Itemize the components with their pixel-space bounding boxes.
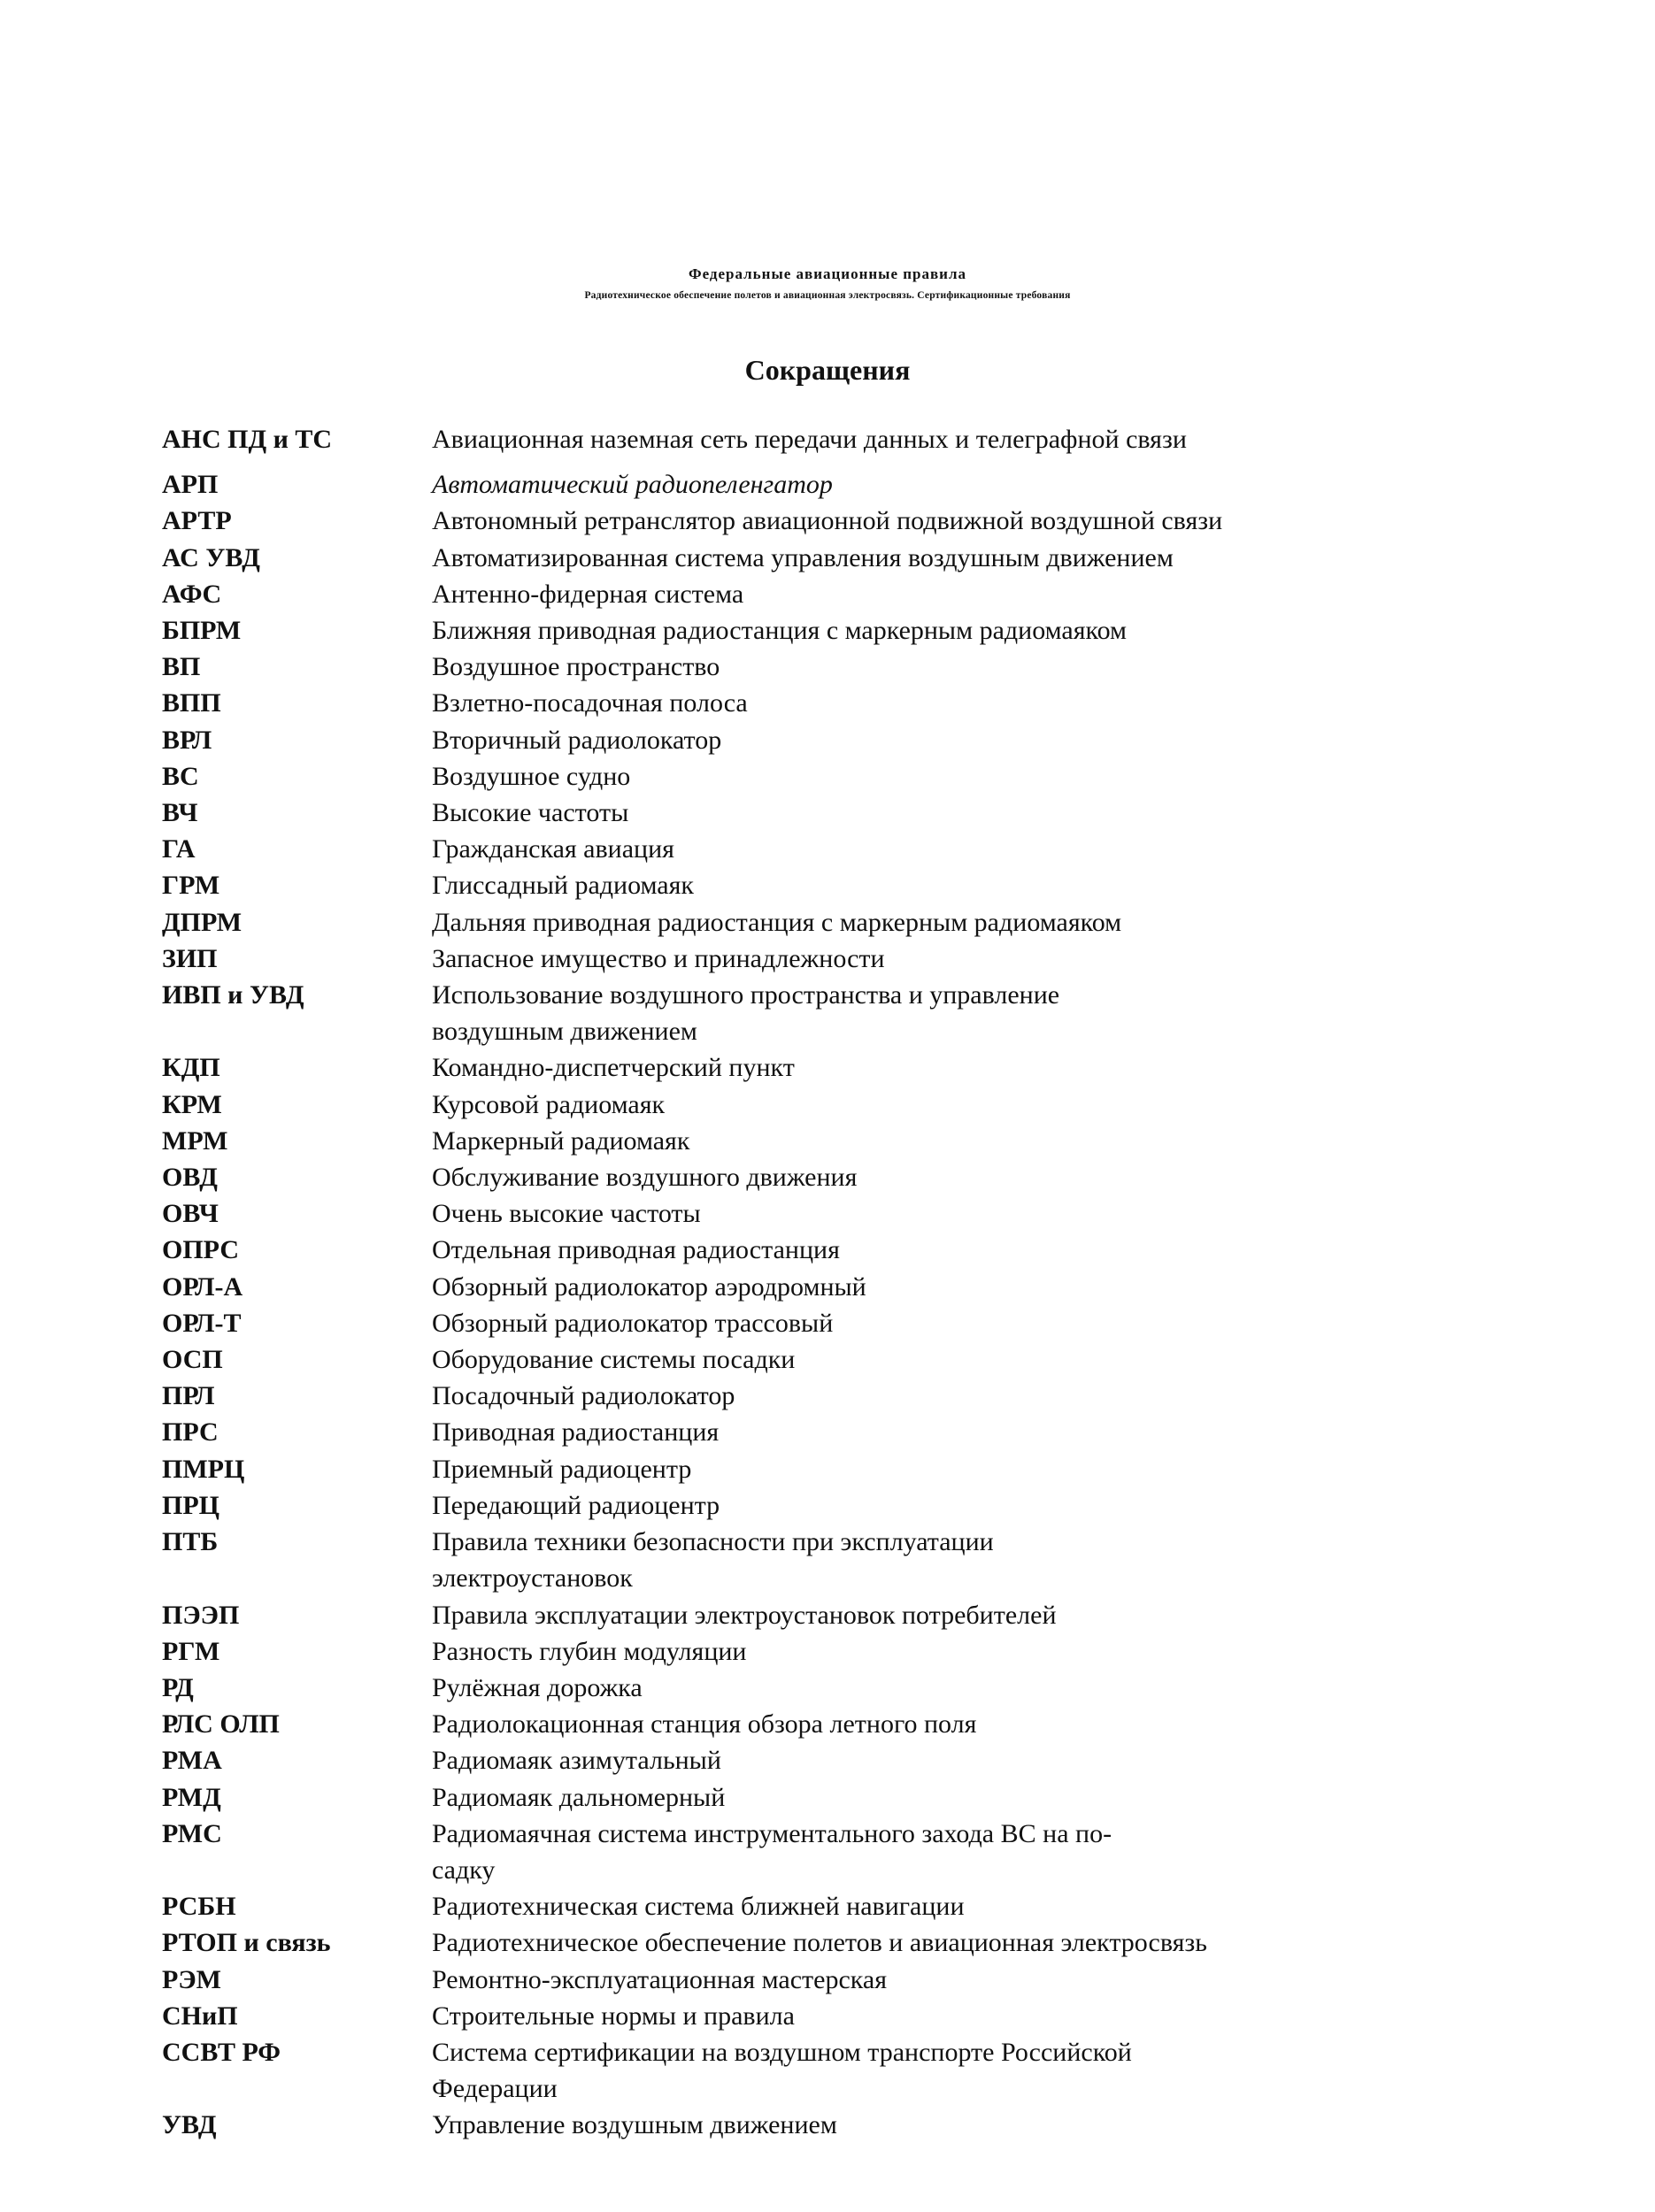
abbreviation-definition: Правила эксплуатации электроустановок потребителей: [432, 1600, 1057, 1630]
abbreviation-term: ВЧ: [162, 798, 198, 828]
abbreviation-row: [162, 421, 1445, 457]
abbreviation-definition: Радиомаячная система инструментального захода ВС на по- садку: [432, 1818, 1112, 1885]
abbreviation-definition: Воздушное пространство: [432, 652, 720, 682]
abbreviation-definition: Отдельная приводная радиостанция: [432, 1235, 840, 1265]
abbreviation-definition: Передающий радиоцентр: [432, 1490, 720, 1520]
abbreviation-row: [162, 1123, 1445, 1159]
abbreviation-row: [162, 1159, 1445, 1195]
abbreviation-definition: Обслуживание воздушного движения: [432, 1163, 858, 1193]
abbreviation-row: [162, 685, 1445, 721]
abbreviation-row: [162, 1888, 1445, 1924]
abbreviation-term: ИВП и УВД: [162, 980, 304, 1010]
abbreviation-row: [162, 1414, 1445, 1450]
abbreviation-row: [162, 1706, 1445, 1742]
abbreviation-row: [162, 2107, 1445, 2143]
abbreviation-definition: Обзорный радиолокатор аэродромный: [432, 1271, 866, 1302]
abbreviation-term: ВПП: [162, 688, 221, 718]
abbreviation-term: ГА: [162, 834, 196, 864]
abbreviation-term: АНС ПД и ТС: [162, 425, 333, 454]
abbreviation-term: ДПРМ: [162, 907, 242, 937]
abbreviation-definition: Запасное имущество и принадлежности: [432, 943, 885, 973]
abbreviation-row: [162, 867, 1445, 903]
abbreviation-term: АРТР: [162, 506, 232, 536]
abbreviation-list: [162, 421, 1445, 2144]
abbreviation-term: КДП: [162, 1053, 220, 1083]
abbreviation-row: [162, 2034, 1445, 2107]
abbreviation-row: [162, 1742, 1445, 1778]
abbreviation-definition: Система сертификации на воздушном транспорте Российской Федерации: [432, 2037, 1132, 2104]
abbreviation-definition: Антенно-фидерная система: [432, 579, 744, 609]
abbreviation-definition: Очень высокие частоты: [432, 1199, 701, 1229]
abbreviation-definition: Приемный радиоцентр: [432, 1454, 692, 1484]
abbreviation-definition: Автономный ретранслятор авиационной подвижной воздушной связи: [432, 506, 1223, 536]
abbreviation-definition: Приводная радиостанция: [432, 1417, 720, 1448]
abbreviation-row: [162, 1087, 1445, 1123]
abbreviation-definition: Радиолокационная станция обзора летного поля: [432, 1709, 977, 1740]
abbreviation-row: [162, 758, 1445, 795]
abbreviation-definition: Радиотехническое обеспечение полетов и авиационная электросвязь: [432, 1928, 1207, 1958]
abbreviation-term: ОПРС: [162, 1235, 240, 1265]
abbreviation-row: [162, 540, 1445, 576]
abbreviation-row: [162, 576, 1445, 612]
abbreviation-row: [162, 1305, 1445, 1341]
abbreviation-row: [162, 1049, 1445, 1086]
abbreviation-row: [162, 1633, 1445, 1670]
abbreviation-term: ОВД: [162, 1163, 218, 1193]
abbreviation-term: ОРЛ-А: [162, 1271, 243, 1302]
abbreviation-row: [162, 1487, 1445, 1524]
abbreviation-definition: Управление воздушным движением: [432, 2110, 837, 2140]
abbreviation-row: [162, 977, 1445, 1049]
abbreviation-term: БПРМ: [162, 616, 242, 646]
abbreviation-definition: Радиомаяк дальномерный: [432, 1782, 726, 1812]
abbreviation-row: [162, 503, 1445, 539]
abbreviation-definition: Автоматический радиопеленгатор: [432, 470, 833, 500]
abbreviation-term: РЛС ОЛП: [162, 1709, 280, 1740]
abbreviation-term: РМА: [162, 1746, 222, 1776]
abbreviation-definition: Рулёжная дорожка: [432, 1672, 643, 1702]
abbreviation-term: ВС: [162, 761, 199, 791]
abbreviation-term: ОВЧ: [162, 1199, 219, 1229]
abbreviation-term: РСБН: [162, 1892, 236, 1922]
abbreviation-definition: Разность глубин модуляции: [432, 1636, 747, 1666]
abbreviation-row: [162, 1451, 1445, 1487]
abbreviation-definition: Авиационная наземная сеть передачи данных и телеграфной связи: [432, 425, 1187, 454]
abbreviation-definition: Ремонтно-эксплуатационная мастерская: [432, 1964, 887, 1994]
abbreviation-term: ОРЛ-Т: [162, 1308, 242, 1338]
abbreviation-row: [162, 466, 1445, 503]
running-header-title: Федеральные авиационные правила: [688, 265, 967, 282]
section-title: Сокращения: [744, 354, 911, 386]
abbreviation-definition: Маркерный радиомаяк: [432, 1125, 690, 1156]
running-header-subtitle: Радиотехническое обеспечение полетов и авиационная электросвязь. Сертификационные требования: [584, 290, 1071, 301]
abbreviation-definition: Воздушное судно: [432, 761, 631, 791]
abbreviation-term: РГМ: [162, 1636, 220, 1666]
abbreviation-term: ПРЛ: [162, 1381, 215, 1411]
abbreviation-term: ПРС: [162, 1417, 219, 1448]
abbreviation-definition: Командно-диспетчерский пункт: [432, 1053, 795, 1083]
abbreviation-row: [162, 1524, 1445, 1596]
abbreviation-definition: Ближняя приводная радиостанция с маркерным радиомаяком: [432, 616, 1127, 646]
abbreviation-row: [162, 1779, 1445, 1816]
abbreviation-term: ГРМ: [162, 871, 220, 901]
abbreviation-term: ВП: [162, 652, 201, 682]
abbreviation-row: [162, 1195, 1445, 1232]
abbreviation-term: РМС: [162, 1818, 222, 1848]
abbreviation-term: ПРЦ: [162, 1490, 219, 1520]
abbreviation-definition: Курсовой радиомаяк: [432, 1089, 666, 1119]
abbreviation-term: ПМРЦ: [162, 1454, 245, 1484]
abbreviation-term: ССВТ РФ: [162, 2037, 281, 2067]
abbreviation-definition: Вторичный радиолокатор: [432, 725, 722, 755]
abbreviation-definition: Правила техники безопасности при эксплуатации электроустановок: [432, 1527, 994, 1594]
abbreviation-definition: Дальняя приводная радиостанция с маркерным радиомаяком: [432, 907, 1122, 937]
abbreviation-row: [162, 1924, 1445, 1961]
abbreviation-row: [162, 649, 1445, 685]
abbreviation-row: [162, 1998, 1445, 2034]
abbreviation-term: АФС: [162, 579, 222, 609]
abbreviation-row: [162, 612, 1445, 649]
abbreviation-row: [162, 1341, 1445, 1378]
abbreviation-term: РТОП и связь: [162, 1928, 331, 1958]
abbreviation-definition: Глиссадный радиомаяк: [432, 871, 694, 901]
abbreviation-term: АРП: [162, 470, 219, 500]
abbreviation-definition: Высокие частоты: [432, 798, 629, 828]
abbreviation-definition: Взлетно-посадочная полоса: [432, 688, 748, 718]
abbreviation-row: [162, 904, 1445, 941]
abbreviation-term: РЭМ: [162, 1964, 221, 1994]
abbreviation-definition: Радиомаяк азимутальный: [432, 1746, 721, 1776]
abbreviation-row: [162, 1597, 1445, 1633]
abbreviation-definition: Посадочный радиолокатор: [432, 1381, 735, 1411]
abbreviation-term: ОСП: [162, 1345, 223, 1375]
abbreviation-definition: Автоматизированная система управления воздушным движением: [432, 542, 1174, 572]
abbreviation-row: [162, 795, 1445, 831]
abbreviation-term: СНиП: [162, 2001, 238, 2031]
abbreviation-term: ВРЛ: [162, 725, 212, 755]
abbreviation-row: [162, 1670, 1445, 1706]
abbreviation-definition: Радиотехническая система ближней навигации: [432, 1892, 965, 1922]
abbreviation-row: [162, 1962, 1445, 1998]
abbreviation-term: ПТБ: [162, 1527, 219, 1557]
abbreviation-term: КРМ: [162, 1089, 222, 1119]
abbreviation-term: ЗИП: [162, 943, 218, 973]
abbreviation-term: РМД: [162, 1782, 221, 1812]
abbreviation-definition: Использование воздушного пространства и управление воздушным движением: [432, 980, 1060, 1047]
abbreviation-row: [162, 941, 1445, 977]
abbreviation-row: [162, 1816, 1445, 1888]
abbreviation-definition: Обзорный радиолокатор трассовый: [432, 1308, 834, 1338]
abbreviation-term: АС УВД: [162, 542, 260, 572]
abbreviation-term: УВД: [162, 2110, 217, 2140]
abbreviation-row: [162, 722, 1445, 758]
abbreviation-term: ПЭЭП: [162, 1600, 240, 1630]
abbreviation-definition: Гражданская авиация: [432, 834, 674, 864]
abbreviation-row: [162, 1378, 1445, 1414]
abbreviation-term: РД: [162, 1672, 194, 1702]
abbreviation-row: [162, 831, 1445, 867]
abbreviation-definition: Строительные нормы и правила: [432, 2001, 795, 2031]
abbreviation-term: МРМ: [162, 1125, 228, 1156]
abbreviation-row: [162, 1269, 1445, 1305]
abbreviation-row: [162, 1232, 1445, 1268]
abbreviation-definition: Оборудование системы посадки: [432, 1345, 796, 1375]
